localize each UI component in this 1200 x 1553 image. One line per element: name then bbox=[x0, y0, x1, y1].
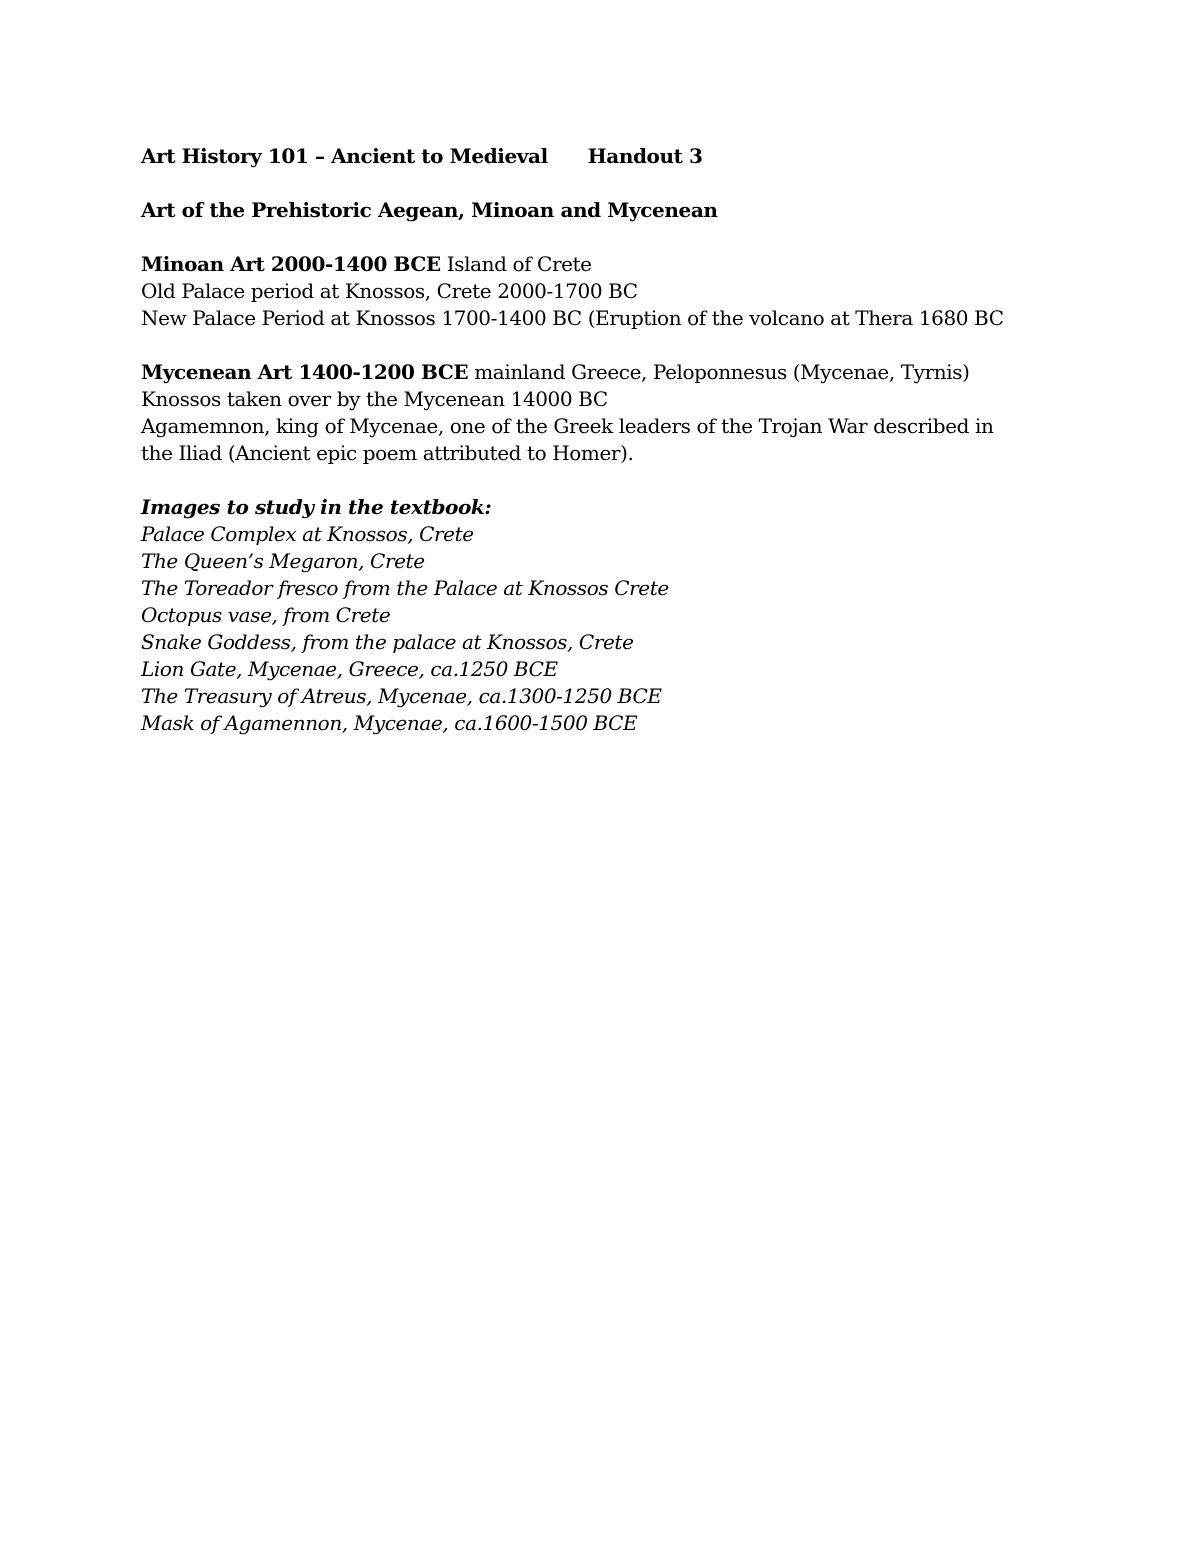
minoan-heading-line bbox=[141, 251, 1041, 278]
minoan-heading: Minoan Art 2000-1400 BCE bbox=[141, 252, 441, 276]
handout-number: Handout 3 bbox=[587, 144, 703, 168]
handout-body bbox=[141, 143, 1041, 737]
image-list-item: The Toreador fresco from the Palace at Knossos Crete bbox=[141, 576, 669, 600]
mycenean-location: mainland Greece, Peloponnesus (Mycenae, Tyrnis) bbox=[468, 360, 970, 384]
image-list-item: Snake Goddess, from the palace at Knossos, Crete bbox=[141, 630, 634, 654]
image-list-item: Lion Gate, Mycenae, Greece, ca.1250 BCE bbox=[141, 657, 558, 681]
course-title: Art History 101 – Ancient to Medieval bbox=[141, 144, 548, 168]
image-list-item: Palace Complex at Knossos, Crete bbox=[141, 522, 474, 546]
mycenean-line: the Iliad (Ancient epic poem attributed to Homer). bbox=[141, 441, 634, 465]
minoan-line: New Palace Period at Knossos 1700-1400 BC (Eruption of the volcano at Thera 1680 BC bbox=[141, 306, 1004, 330]
mycenean-line: Agamemnon, king of Mycenae, one of the Greek leaders of the Trojan War described in bbox=[141, 414, 994, 438]
minoan-location: Island of Crete bbox=[440, 252, 592, 276]
minoan-line: Old Palace period at Knossos, Crete 2000-1700 BC bbox=[141, 279, 638, 303]
image-list-item: Mask of Agamennon, Mycenae, ca.1600-1500 BCE bbox=[141, 711, 638, 735]
mycenean-heading-line bbox=[141, 359, 1041, 386]
mycenean-heading: Mycenean Art 1400-1200 BCE bbox=[141, 360, 469, 384]
images-heading: Images to study in the textbook: bbox=[141, 495, 492, 519]
image-list-item: The Queen’s Megaron, Crete bbox=[141, 549, 425, 573]
section-title: Art of the Prehistoric Aegean, Minoan and Mycenean bbox=[141, 198, 718, 222]
mycenean-line: Knossos taken over by the Mycenean 14000 BC bbox=[141, 387, 608, 411]
image-list-item: The Treasury of Atreus, Mycenae, ca.1300-1250 BCE bbox=[141, 684, 662, 708]
image-list-item: Octopus vase, from Crete bbox=[141, 603, 391, 627]
document-header bbox=[141, 143, 1041, 170]
